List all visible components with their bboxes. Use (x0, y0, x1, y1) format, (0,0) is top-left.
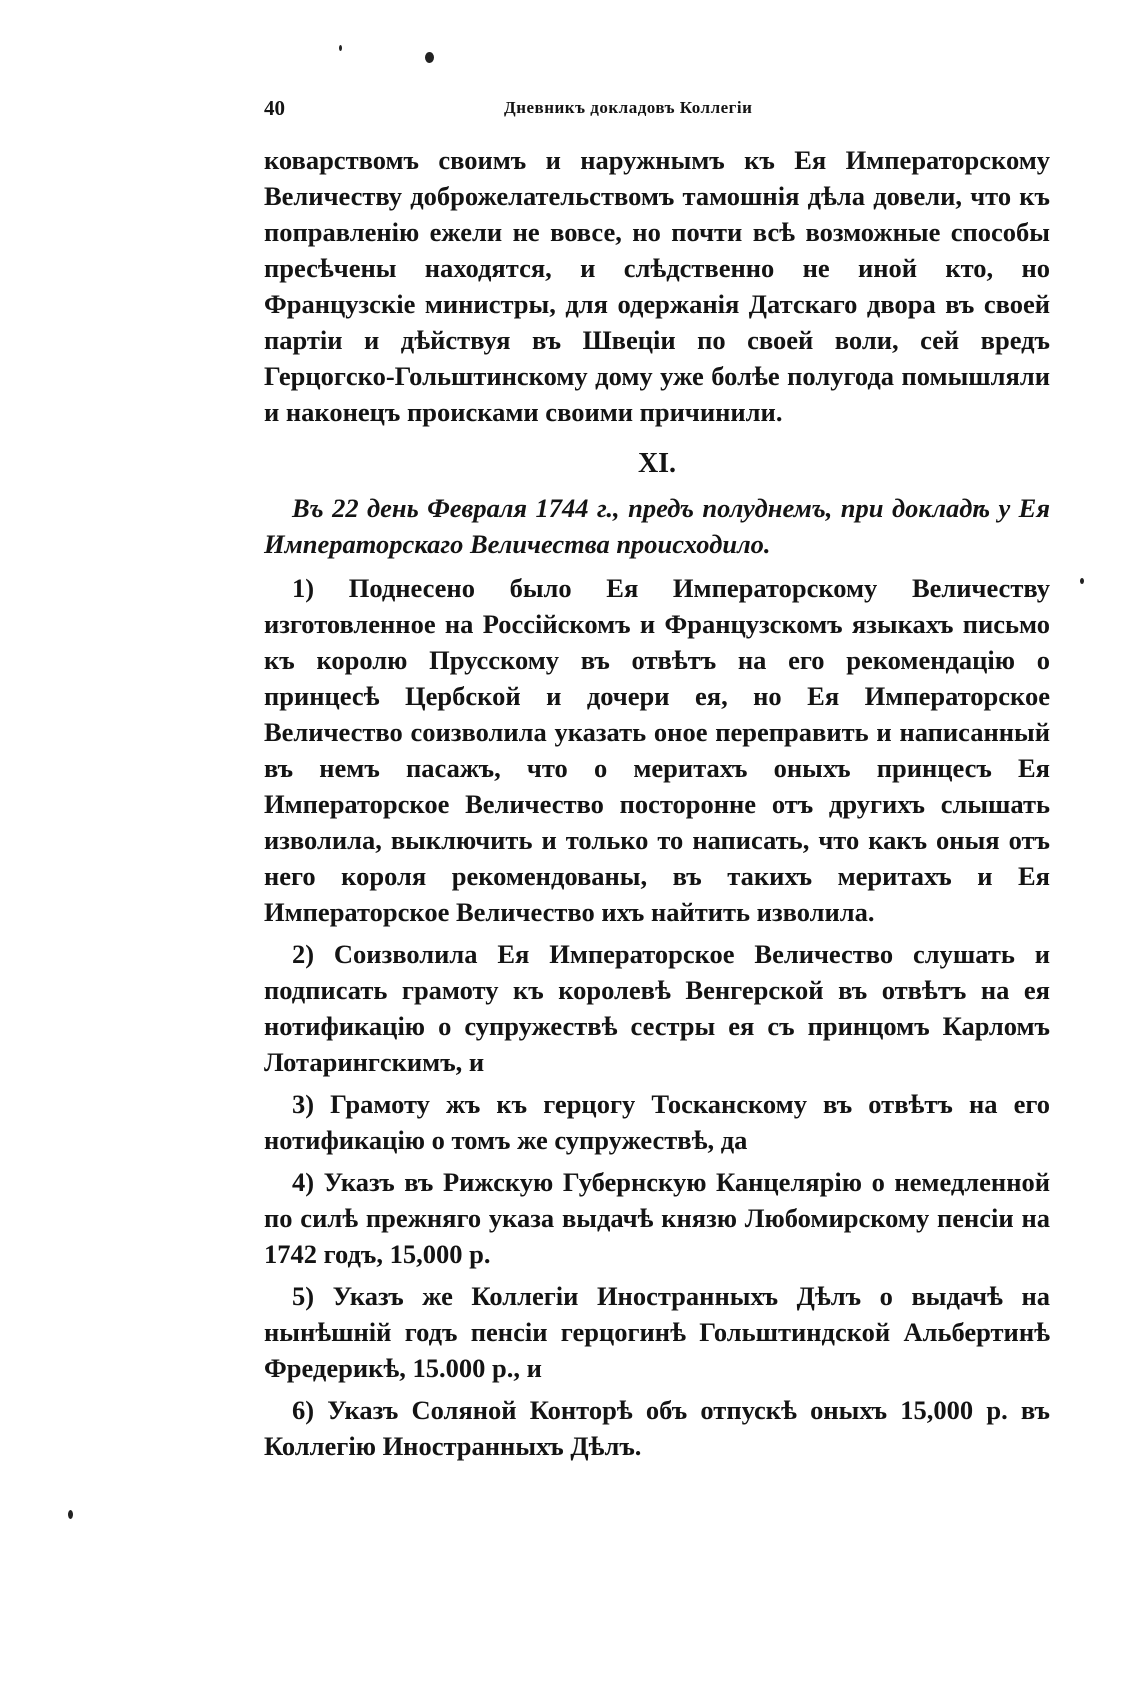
page-number: 40 (264, 96, 285, 120)
scan-speck (1080, 578, 1084, 584)
list-item-6: 6) Указъ Соляной Конторѣ объ отпускѣ оныхъ 15,000 р. въ Коллегію Иностранныхъ Дѣлъ. (264, 1395, 1050, 1461)
section-number: XI. (637, 448, 677, 479)
list-item-2: 2) Соизволила Ея Императорское Величество слушать и подписать грамоту къ королевѣ Венгерской въ отвѣтъ на ея нотификацію о супружествѣ сестры ея съ принцомъ Карломъ Лотарингскимъ, и (264, 939, 1050, 1077)
scan-speck (425, 52, 434, 63)
page-header (264, 96, 1050, 126)
list-item-5: 5) Указъ же Коллегіи Иностранныхъ Дѣлъ о выдачѣ на нынѣшній годъ пенсіи герцогинѣ Гольштиндской Альбертинѣ Фредерикѣ, 15.000 р., и (264, 1281, 1050, 1383)
list-item-1: 1) Поднесено было Ея Императорскому Величеству изготовленное на Россійскомъ и Французскомъ языкахъ письмо къ королю Прусскому въ отвѣтъ на его рекомендацію о принцесѣ Цербской и дочери ея, но Ея Императорское Величество соизволила указать оное переправить и написанный въ немъ пасажъ, что о меритахъ оныхъ принцесъ Ея Императорское Величество посторонне отъ другихъ слышать изволила, выключить и только то написать, что какъ оныя отъ него короля рекомендованы, въ такихъ меритахъ и Ея Императорское Величество ихъ найтить изволила. (264, 573, 1050, 927)
opening-paragraph: коварствомъ своимъ и наружнымъ къ Ея Императорскому Величеству доброжелательствомъ тамошнія дѣла довели, что къ поправленію ежели не вовсе, но почти всѣ возможные способы пресѣчены находятся, и слѣдственно не иной кто, но Французскіе министры, для одержанія Датскаго двора въ своей партіи и дѣйствуя въ Швеціи по своей воли, сей вредъ Герцогско-Гольштинскому дому уже болѣе полугода помышляли и наконецъ происками своими причинили. (264, 145, 1050, 427)
section-heading: Въ 22 день Февраля 1744 г., предъ полуднемъ, при докладѣ у Ея Императорскаго Величества происходило. (264, 493, 1050, 559)
scan-speck (339, 45, 342, 51)
scan-speck (68, 1510, 73, 1519)
list-item-4: 4) Указъ въ Рижскую Губернскую Канцелярію о немедленной по силѣ прежняго указа выдачѣ князю Любомирскому пенсіи на 1742 годъ, 15,000 р. (264, 1167, 1050, 1269)
page-body (264, 142, 1050, 1464)
running-title: Дневникъ докладовъ Коллегіи (504, 98, 753, 117)
list-item-3: 3) Грамоту жъ къ герцогу Тосканскому въ отвѣтъ на его нотификацію о томъ же супружествѣ, да (264, 1089, 1050, 1155)
